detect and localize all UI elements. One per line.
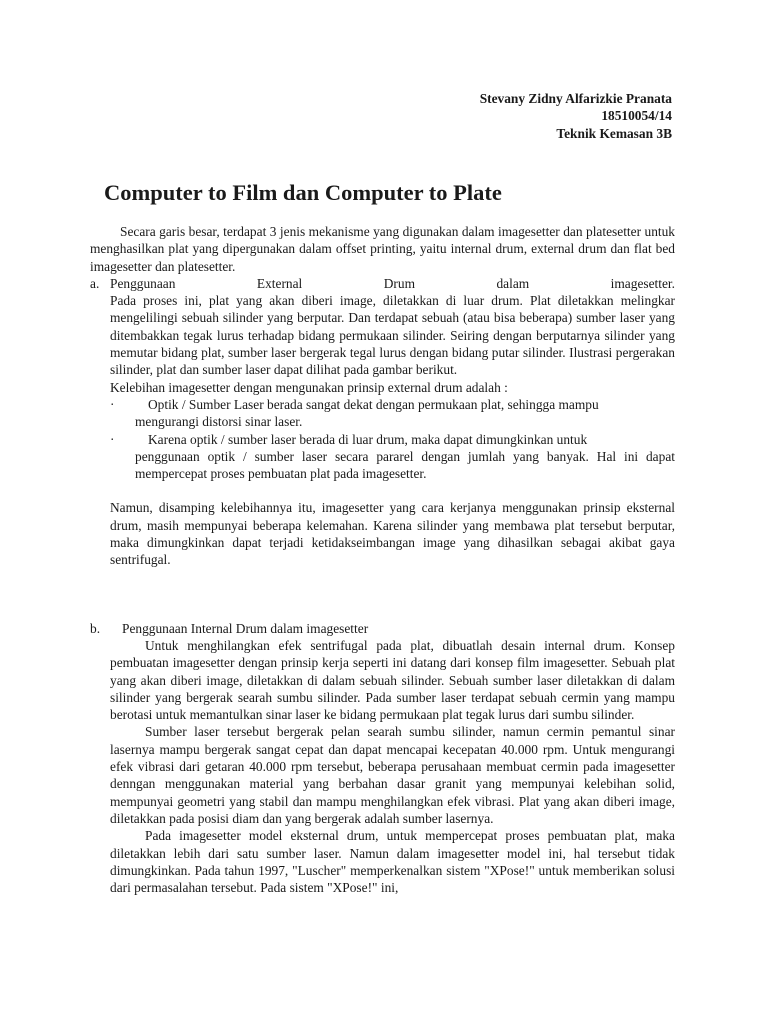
author-block: [480, 90, 672, 142]
section-a-label: a.: [90, 275, 100, 291]
class-name: Teknik Kemasan 3B: [556, 125, 672, 141]
section-b-heading: [90, 620, 675, 637]
document-title: Computer to Film dan Computer to Plate: [104, 180, 502, 205]
bullet-item: [110, 431, 675, 448]
bullet-marker: ·: [110, 431, 115, 447]
section-a-closing: Namun, disamping kelebihannya itu, imagesetter yang cara kerjanya menggunakan prinsip eksternal drum, masih mempunyai beberapa kelemahan. Karena silinder yang membawa plat tersebut berputar, maka dimungkinkan dapat terjadi ketidakseimbangan image yang dihasilkan sebagai akibat gaya sentrifugal.: [110, 500, 675, 568]
advantages-intro: Kelebihan imagesetter dengan mengunakan prinsip external drum adalah :: [110, 379, 508, 395]
section-b-paragraph: Sumber laser tersebut bergerak pelan searah sumbu silinder, namun cermin pemantul sinar lasernya mampu bergerak sangat cepat dan dapat mencapai kecepatan 40.000 rpm. Untuk mengurangi efek vibrasi dari getaran 40.000 rpm tersebut, beberapa perusahaan membuat cermin pada imagesetter denngan menggunakan material yang berbahan dasar granit yang mempunyai kelebihan solid, mempunyai geometri yang stabil dan mampu menghilangkan efek vibrasi. Plat yang akan diberi image, diletakkan pada posisi diam dan yang bergerak adalah sumber lasernya.: [110, 724, 675, 826]
bullet-item: [110, 396, 675, 413]
section-b-paragraph: Untuk menghilangkan efek sentrifugal pada plat, dibuatlah desain internal drum. Konsep pembuatan imagesetter dengan prinsip kerja seperti ini datang dari konsep film imagesetter. Sebuah plat yang akan diberi image, diletakkan di dalam sebuah silinder. Sebuah sumber laser diletakkan di dalam silinder yang bergerak searah sumbu silinder. Pada sumber laser terdapat sebuah cermin yang mampu berotasi untuk memantulkan sinar laser ke bidang permukaan plat tegak lurus dari sumbu silinder.: [110, 637, 675, 723]
bullet-text: Karena optik / sumber laser berada di luar drum, maka dapat dimungkinkan untuk: [148, 431, 588, 447]
author-name: Stevany Zidny Alfarizkie Pranata: [479, 91, 672, 106]
section-a-heading: [90, 275, 675, 292]
intro-paragraph: Secara garis besar, terdapat 3 jenis mekanisme yang digunakan dalam imagesetter dan platesetter untuk menghasilkan plat yang dipergunakan dalam offset printing, yaitu internal drum, external drum dan flat bed imagesetter dan platesetter.: [90, 224, 675, 274]
section-a-content: [110, 292, 675, 396]
bullet-continuation: penggunaan optik / sumber laser secara pararel dengan jumlah yang banyak. Hal ini dapat mempercepat proses pembuatan plat pada imagesetter.: [135, 448, 675, 482]
section-a-paragraph: Pada proses ini, plat yang akan diberi image, diletakkan di luar drum. Plat diletakkan melingkar mengelilingi sebuah silinder yang berputar. Dan terdapat sebuah (atau bisa beberapa) sumber laser yang ditembakkan tegak lurus terhadap bidang permukaan silinder. Seiring dengan berputarnya silinder yang memutar bidang plat, sumber laser bergerak tegal lurus dengan bidang putar silinder. Ilustrasi pergerakan silinder, plat dan sumber laser dapat dilihat pada gambar berikut.: [110, 293, 675, 378]
document-body: [90, 223, 675, 896]
bullet-text: Optik / Sumber Laser berada sangat dekat dengan permukaan plat, sehingga mampu: [148, 396, 599, 412]
section-b-title: Penggunaan Internal Drum dalam imagesetter: [122, 620, 369, 636]
section-b-label: b.: [90, 620, 101, 636]
bullet-marker: ·: [110, 396, 115, 412]
section-b-paragraph: Pada imagesetter model eksternal drum, untuk mempercepat proses pembuatan plat, maka diletakkan lebih dari satu sumber laser. Namun dalam imagesetter model ini, hal tersebut tidak dimungkinkan. Pada tahun 1997, "Luscher" memperkenalkan sistem "XPose!" untuk memberikan solusi dari permasalahan tersebut. Pada sistem "XPose!" ini,: [110, 828, 675, 896]
bullet-continuation: mengurangi distorsi sinar laser.: [135, 414, 303, 430]
student-id: 18510054/14: [601, 108, 672, 124]
section-b-content: [110, 637, 675, 896]
section-a-title: Penggunaan External Drum dalam imagesetter.: [110, 275, 675, 291]
